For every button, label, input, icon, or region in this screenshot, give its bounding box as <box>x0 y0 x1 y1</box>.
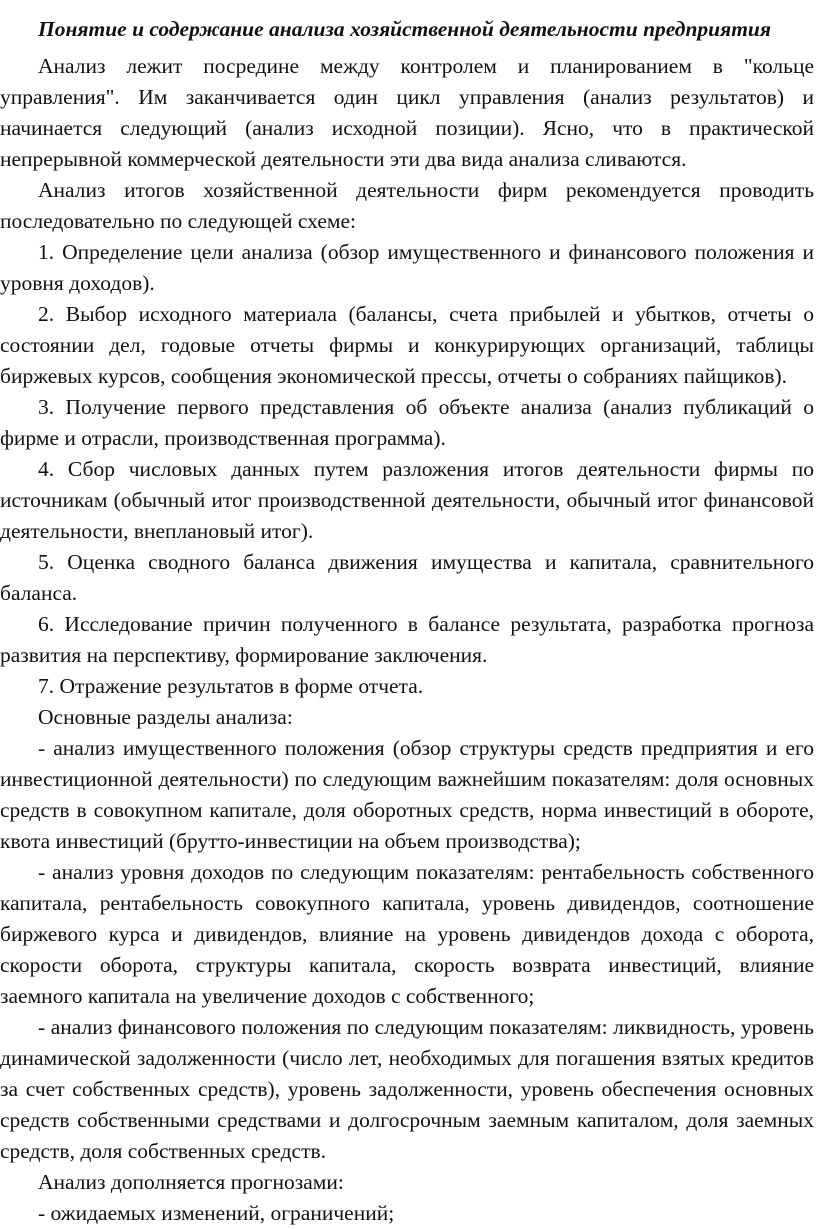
list-item-financial-analysis: - анализ финансового положения по следующим показателям: ликвидность, уровень динамической задолженности (число лет, необходимых для погашения взятых кредитов за счет собственных средств), уровень задолженности, уровень обеспечения основных средств собственными средствами и долгосрочным заемным капиталом, доля заемных средств, доля собственных средств. <box>0 1015 814 1163</box>
list-item-expected-changes: - ожидаемых изменений, ограничений; <box>38 1201 395 1225</box>
list-item-step-3: 3. Получение первого представления об объекте анализа (анализ публикаций о фирме и отрасли, производственная программа). <box>0 395 814 450</box>
paragraph-sections-heading: Основные разделы анализа: <box>38 705 293 729</box>
paragraph-forecasts: Анализ дополняется прогнозами: <box>38 1170 344 1194</box>
list-item-property-analysis: - анализ имущественного положения (обзор структуры средств предприятия и его инвестиционной деятельности) по следующим важнейшим показателям: доля основных средств в совокупном капитале, доля оборотных средств, норма инвестиций в обороте, квота инвестиций (брутто-инвестиции на объем производства); <box>0 736 814 853</box>
list-item-step-7: 7. Отражение результатов в форме отчета. <box>38 674 424 698</box>
list-item-step-6: 6. Исследование причин полученного в балансе результата, разработка прогноза развития на перспективу, формирование заключения. <box>0 612 814 667</box>
paragraph-intro: Анализ лежит посредине между контролем и планированием в "кольце управления". Им заканчивается один цикл управления (анализ результатов) и начинается следующий (анализ исходной позиции). Ясно, что в практической непрерывной коммерческой деятельности эти два вида анализа сливаются. <box>0 54 814 171</box>
paragraph-scheme: Анализ итогов хозяйственной деятельности фирм рекомендуется проводить последовательно по следующей схеме: <box>0 178 814 233</box>
list-item-step-1: 1. Определение цели анализа (обзор имущественного и финансового положения и уровня доходов). <box>0 240 814 295</box>
list-item-step-4: 4. Сбор числовых данных путем разложения итогов деятельности фирмы по источникам (обычный итог производственной деятельности, обычный итог финансовой деятельности, внеплановый итог). <box>0 457 814 543</box>
list-item-step-5: 5. Оценка сводного баланса движения имущества и капитала, сравнительного баланса. <box>0 550 814 605</box>
list-item-step-2: 2. Выбор исходного материала (балансы, счета прибылей и убытков, отчеты о состоянии дел, годовые отчеты фирмы и конкурирующих организаций, таблицы биржевых курсов, сообщения экономической прессы, отчеты о собраниях пайщиков). <box>0 302 814 388</box>
document-title: Понятие и содержание анализа хозяйственной деятельности предприятия <box>38 17 771 41</box>
document-page <box>0 14 814 1229</box>
list-item-income-analysis: - анализ уровня доходов по следующим показателям: рентабельность собственного капитала, рентабельность совокупного капитала, уровень дивидендов, соотношение биржевого курса и дивидендов, влияние на уровень дивидендов дохода с оборота, скорости оборота, структуры капитала, скорость возврата инвестиций, влияние заемного капитала на увеличение доходов с собственного; <box>0 860 814 1008</box>
